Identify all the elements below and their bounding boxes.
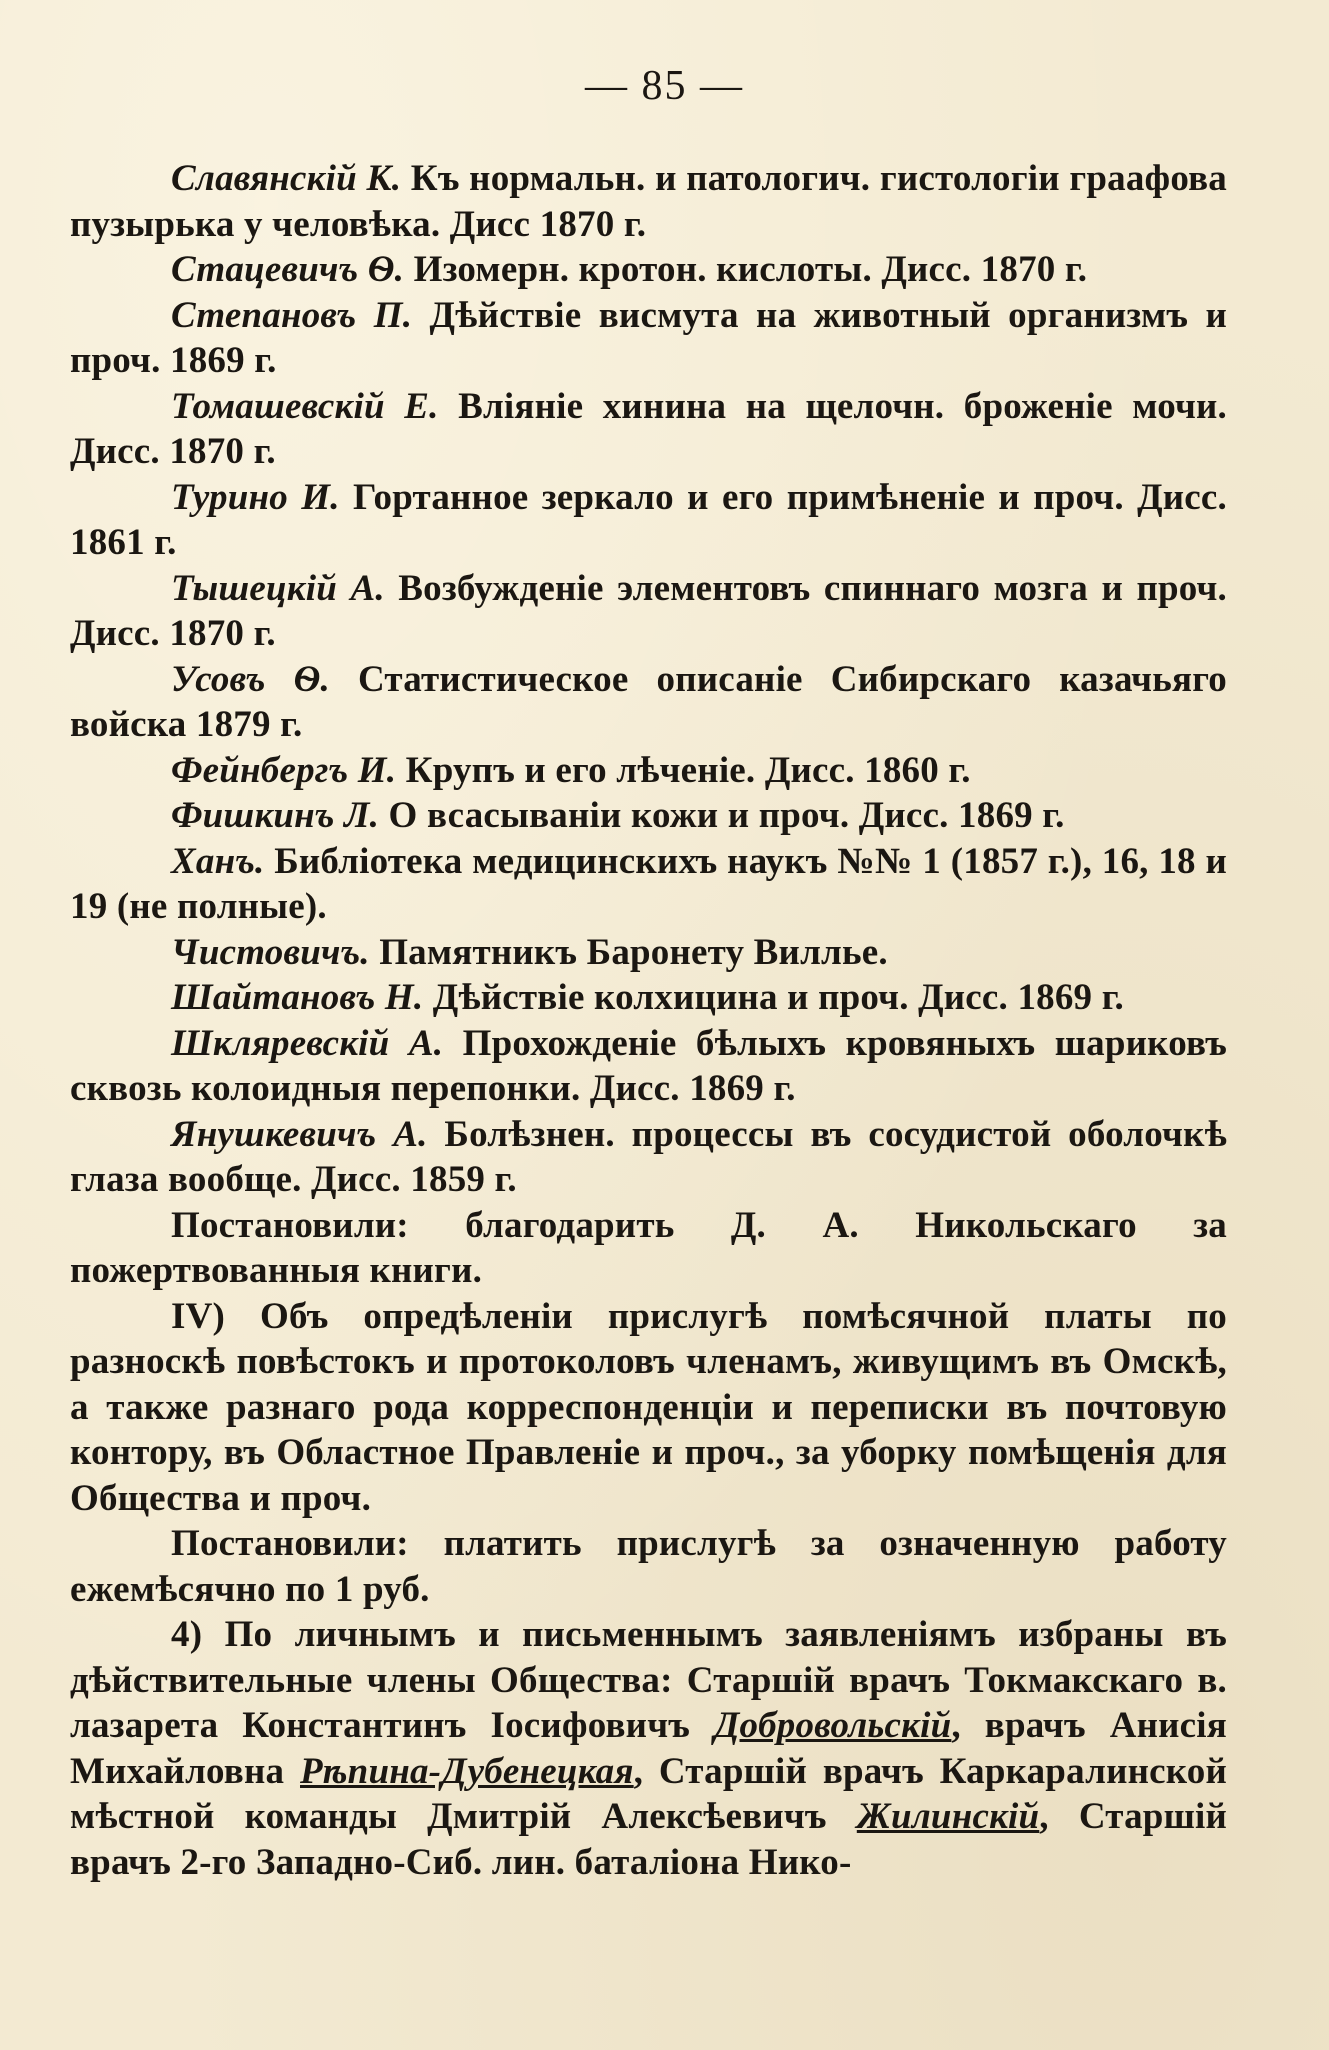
resolution-payment: Постановили: платить прислугѣ за означенную работу ежемѣсячно по 1 руб. <box>70 1523 1227 1610</box>
entry-9 <box>70 793 1227 839</box>
members-text: , Старшій врачъ Каркаралинской мѣстной команды Дмитрій Алексѣевичъ <box>70 1750 1227 1837</box>
resolution-thanks: Постановили: благодарить Д. А. Никольскаго за пожертвованныя книги. <box>70 1204 1227 1291</box>
entry-author: Тышецкій А. <box>171 567 385 609</box>
entry-8 <box>70 748 1227 794</box>
entry-4 <box>70 384 1227 475</box>
entry-title: О всасываніи кожи и проч. Дисс. 1869 г. <box>379 795 1065 836</box>
entry-author: Янушкевичъ А. <box>171 1113 428 1155</box>
entry-author: Шкляревскій А. <box>171 1022 444 1064</box>
entry-12 <box>70 975 1227 1021</box>
item-new-members <box>70 1612 1227 1885</box>
entry-6 <box>70 566 1227 657</box>
entry-author: Славянскій К. <box>171 158 402 199</box>
entry-author: Фишкинъ Л. <box>171 795 380 836</box>
member-name: Жилинскій <box>856 1796 1040 1837</box>
entry-10 <box>70 839 1227 930</box>
entry-author: Турино И. <box>171 476 340 518</box>
entry-7 <box>70 657 1227 748</box>
entry-author: Томашевскій Е. <box>171 385 439 427</box>
page-number: — 85 — <box>585 63 744 109</box>
entry-author: Усовъ Ѳ. <box>171 658 330 700</box>
entry-11 <box>70 930 1227 976</box>
member-name: Рѣпина-Дубенецкая <box>300 1750 634 1792</box>
entry-title: Крупъ и его лѣченіе. Дисс. 1860 г. <box>396 749 971 791</box>
members-text: , врачъ Анисія Михайловна <box>70 1705 1227 1792</box>
members-text: 4) По личнымъ и письменнымъ заявленіямъ избраны въ дѣйствительные члены Общества: Старшій врачъ Токмакскаго в. лазарета Константинъ Іосифовичъ <box>70 1614 1227 1746</box>
entry-14 <box>70 1112 1227 1203</box>
entry-5 <box>70 475 1227 566</box>
entry-3 <box>70 293 1227 384</box>
entry-title: Памятникъ Баронету Виллье. <box>369 931 888 973</box>
page-body <box>70 156 1227 1885</box>
entry-title: Вліяніе хинина на щелочн. броженіе мочи. Дисс. 1870 г. <box>70 385 1227 472</box>
entry-author: Стацевичъ Ѳ. <box>171 249 405 290</box>
entry-author: Фейнбергъ И. <box>171 749 397 791</box>
entry-title: Статистическое описаніе Сибирскаго казачьяго войска 1879 г. <box>70 658 1227 745</box>
entry-title: Возбужденіе элементовъ спиннаго мозга и проч. Дисс. 1870 г. <box>70 567 1227 654</box>
entry-title: Дѣйствіе висмута на животный организмъ и проч. 1869 г. <box>70 294 1227 381</box>
entry-title: Болѣзнен. процессы въ сосудистой оболочкѣ глаза вообще. Дисс. 1859 г. <box>70 1113 1228 1200</box>
entry-author: Чистовичъ. <box>171 931 370 973</box>
entry-title: Къ нормальн. и патологич. гистологіи граафова пузырька у человѣка. Дисс 1870 г. <box>70 158 1227 245</box>
entry-title: Гортанное зеркало и его примѣненіе и проч. Дисс. 1861 г. <box>70 476 1227 563</box>
entry-1 <box>70 156 1227 247</box>
entry-13 <box>70 1021 1227 1112</box>
entry-title: Прохожденіе бѣлыхъ кровяныхъ шариковъ сквозь колоидныя перепонки. Дисс. 1869 г. <box>70 1022 1227 1109</box>
member-name: Добровольскій <box>713 1705 952 1746</box>
entry-author: Ханъ. <box>171 840 265 882</box>
entry-author: Степановъ П. <box>171 294 413 336</box>
members-text: , Старшій врачъ 2-го Западно-Сиб. лин. баталіона Нико- <box>70 1796 1227 1883</box>
entry-title: Изомерн. кротон. кислоты. Дисс. 1870 г. <box>404 249 1088 290</box>
entry-title: Библіотека медицинскихъ наукъ №№ 1 (1857 г.), 16, 18 и 19 (не полные). <box>70 840 1227 927</box>
entry-author: Шайтановъ Н. <box>171 977 424 1018</box>
entry-title: Дѣйствіе колхицина и проч. Дисс. 1869 г. <box>423 977 1124 1018</box>
item-servant-payment: IV) Объ опредѣленіи прислугѣ помѣсячной платы по разноскѣ повѣстокъ и протоколовъ членамъ, живущимъ въ Омскѣ, а также разнаго рода корреспонденціи и переписки въ почтовую контору, въ Областное Правленіе и проч., за уборку помѣщенія для Общества и проч. <box>70 1295 1227 1519</box>
entry-2 <box>70 247 1227 293</box>
